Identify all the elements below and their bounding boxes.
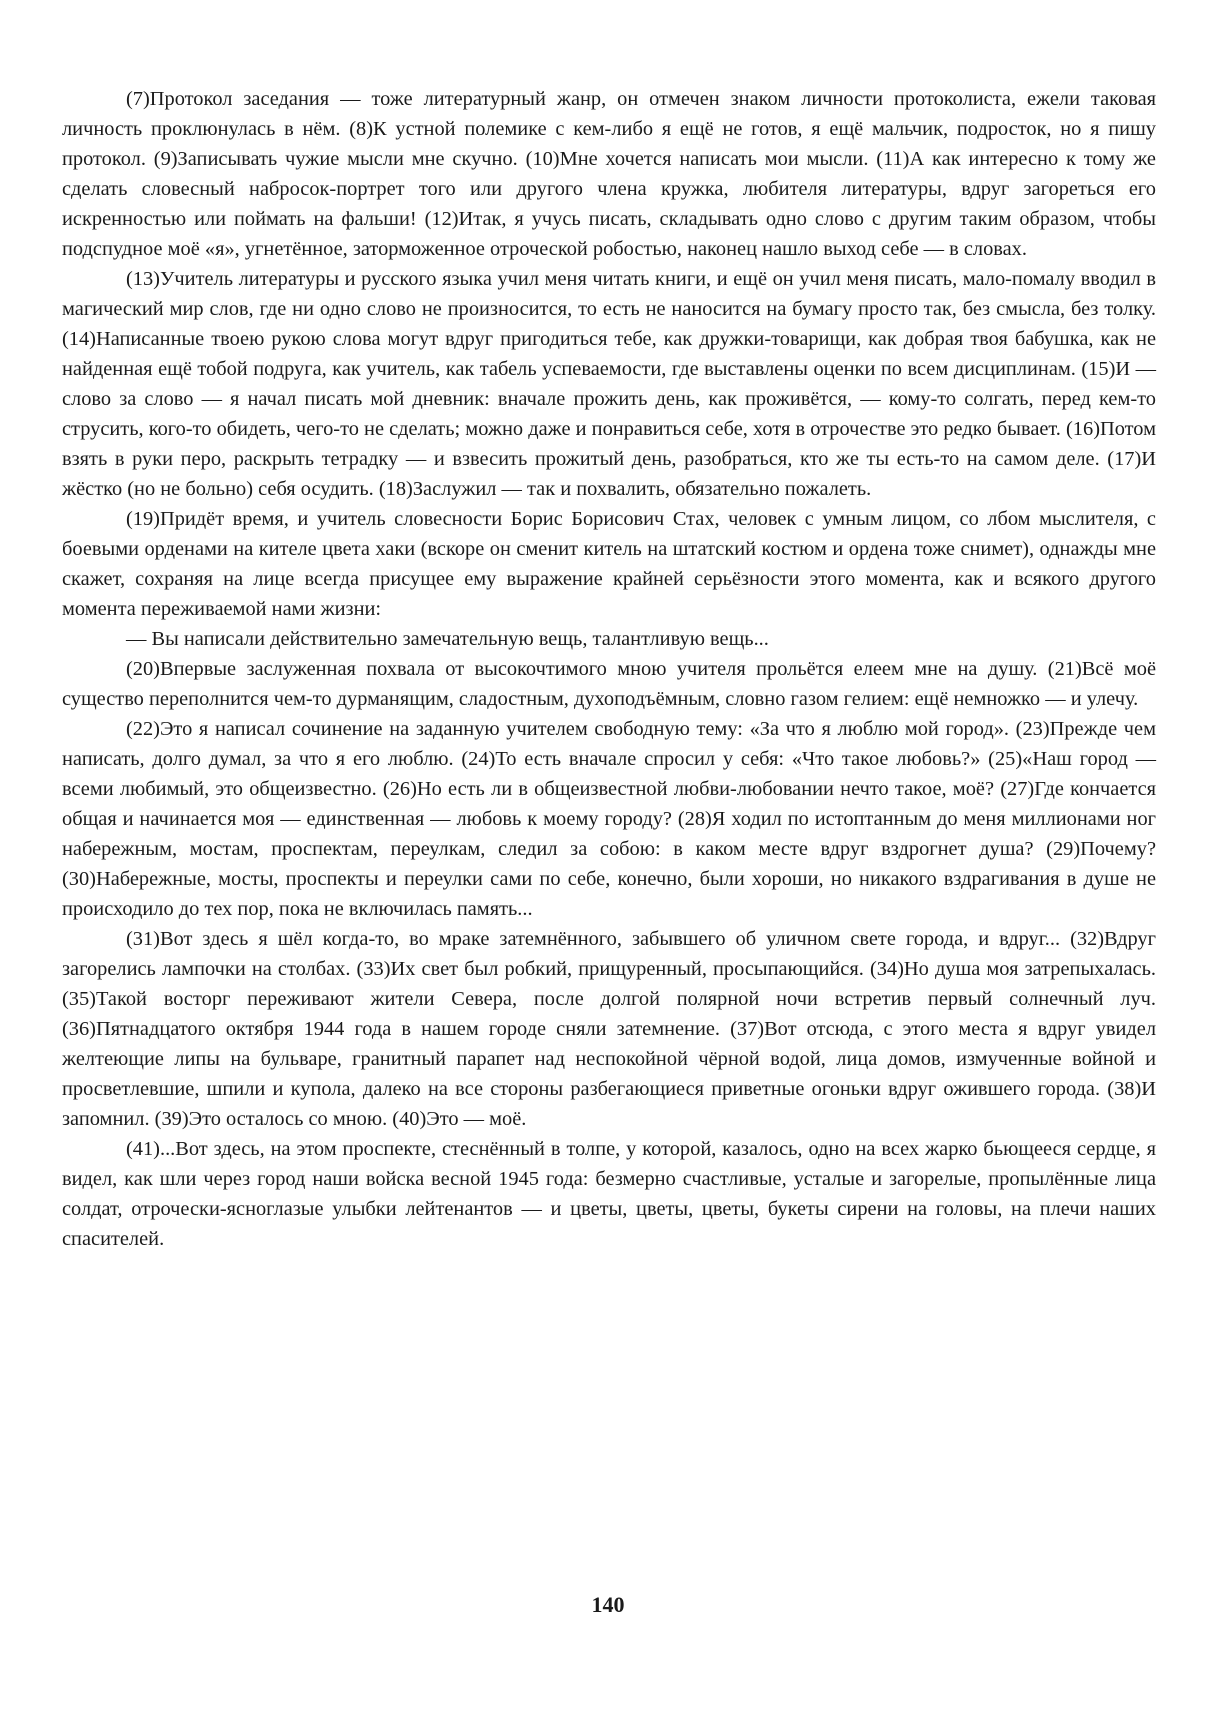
document-body [62, 84, 1156, 1254]
paragraph-22-30: (22)Это я написал сочинение на заданную учителем свободную тему: «За что я люблю мой город». (23)Прежде чем написать, долго думал, за что я его люблю. (24)То есть вначале спросил у себя: «Что такое любовь?» (25)«Наш город — всеми любимый, это общеизвестно. (26)Но есть ли в общеизвестной любви-любовании нечто такое, моё? (27)Где кончается общая и начинается моя — единственная — любовь к моему городу? (28)Я ходил по истоптанным до меня миллионами ног набережным, мостам, проспектам, переулкам, следил за собою: в каком месте вдруг вздрогнет душа? (29)Почему? (30)Набережные, мосты, проспекты и переулки сами по себе, конечно, были хороши, но никакого вздрагивания в душе не происходило до тех пор, пока не включилась память... [62, 718, 1156, 920]
paragraph-41: (41)...Вот здесь, на этом проспекте, стеснённый в толпе, у которой, казалось, одно на всех жарко бьющееся сердце, я видел, как шли через город наши войска весной 1945 года: безмерно счастливые, усталые и загорелые, пропылённые лица солдат, отрочески-ясноглазые улыбки лейтенантов — и цветы, цветы, цветы, букеты сирени на головы, на плечи наших спасителей. [62, 1138, 1156, 1250]
page-number: 140 [591, 1592, 625, 1617]
paragraph-19: (19)Придёт время, и учитель словесности Борис Борисович Стах, человек с умным лицом, со лбом мыслителя, с боевыми орденами на кителе цвета хаки (вскоре он сменит китель на штатский костюм и ордена тоже снимет), однажды мне скажет, сохраняя на лице всегда присущее ему выражение крайней серьёзности этого момента, как и всякого другого момента переживаемой нами жизни: [62, 508, 1156, 620]
dialogue-line: — Вы написали действительно замечательную вещь, талантливую вещь... [126, 628, 769, 650]
paragraph-7-12: (7)Протокол заседания — тоже литературный жанр, он отмечен знаком личности протоколиста, ежели таковая личность проклюнулась в нём. (8)К устной полемике с кем-либо я ещё не готов, я ещё мальчик, подросток, но я пишу протокол. (9)Записывать чужие мысли мне скучно. (10)Мне хочется написать мои мысли. (11)А как интересно к тому же сделать словесный набросок-портрет того или другого члена кружка, любителя литературы, вдруг загореться его искренностью или поймать на фальши! (12)Итак, я учусь писать, складывать одно слово с другим таким образом, чтобы подспудное моё «я», угнетённое, заторможенное отроческой робостью, наконец нашло выход себе — в словах. [62, 88, 1156, 260]
paragraph-13-18: (13)Учитель литературы и русского языка учил меня читать книги, и ещё он учил меня писать, мало-помалу вводил в магический мир слов, где ни одно слово не произносится, то есть не наносится на бумагу просто так, без смысла, без толку. (14)Написанные твоею рукою слова могут вдруг пригодиться тебе, как дружки-товарищи, как добрая твоя бабушка, как не найденная ещё тобой подруга, как учитель, как табель успеваемости, где выставлены оценки по всем дисциплинам. (15)И — слово за слово — я начал писать мой дневник: вначале прожить день, как проживётся, — кому-то солгать, перед кем-то струсить, кого-то обидеть, чего-то не сделать; можно даже и понравиться себе, хотя в отрочестве это редко бывает. (16)Потом взять в руки перо, раскрыть тетрадку — и взвесить прожитый день, разобраться, кто же ты есть-то на самом деле. (17)И жёстко (но не больно) себя осудить. (18)Заслужил — так и похвалить, обязательно пожалеть. [62, 268, 1156, 500]
paragraph-20-21: (20)Впервые заслуженная похвала от высокочтимого мною учителя прольётся елеем мне на душу. (21)Всё моё существо переполнится чем-то дурманящим, сладостным, духоподъёмным, словно газом гелием: ещё немножко — и улечу. [62, 658, 1156, 710]
paragraph-31-40: (31)Вот здесь я шёл когда-то, во мраке затемнённого, забывшего об уличном свете города, и вдруг... (32)Вдруг загорелись лампочки на столбах. (33)Их свет был робкий, прищуренный, просыпающийся. (34)Но душа моя затрепыхалась. (35)Такой восторг переживают жители Севера, после долгой полярной ночи встретив первый солнечный луч. (36)Пятнадцатого октября 1944 года в нашем городе сняли затемнение. (37)Вот отсюда, с этого места я вдруг увидел желтеющие липы на бульваре, гранитный парапет над неспокойной чёрной водой, лица домов, измученные войной и просветлевшие, шпили и купола, далеко на все стороны разбегающиеся приветные огоньки вдруг ожившего города. (38)И запомнил. (39)Это осталось со мною. (40)Это — моё. [62, 928, 1156, 1130]
